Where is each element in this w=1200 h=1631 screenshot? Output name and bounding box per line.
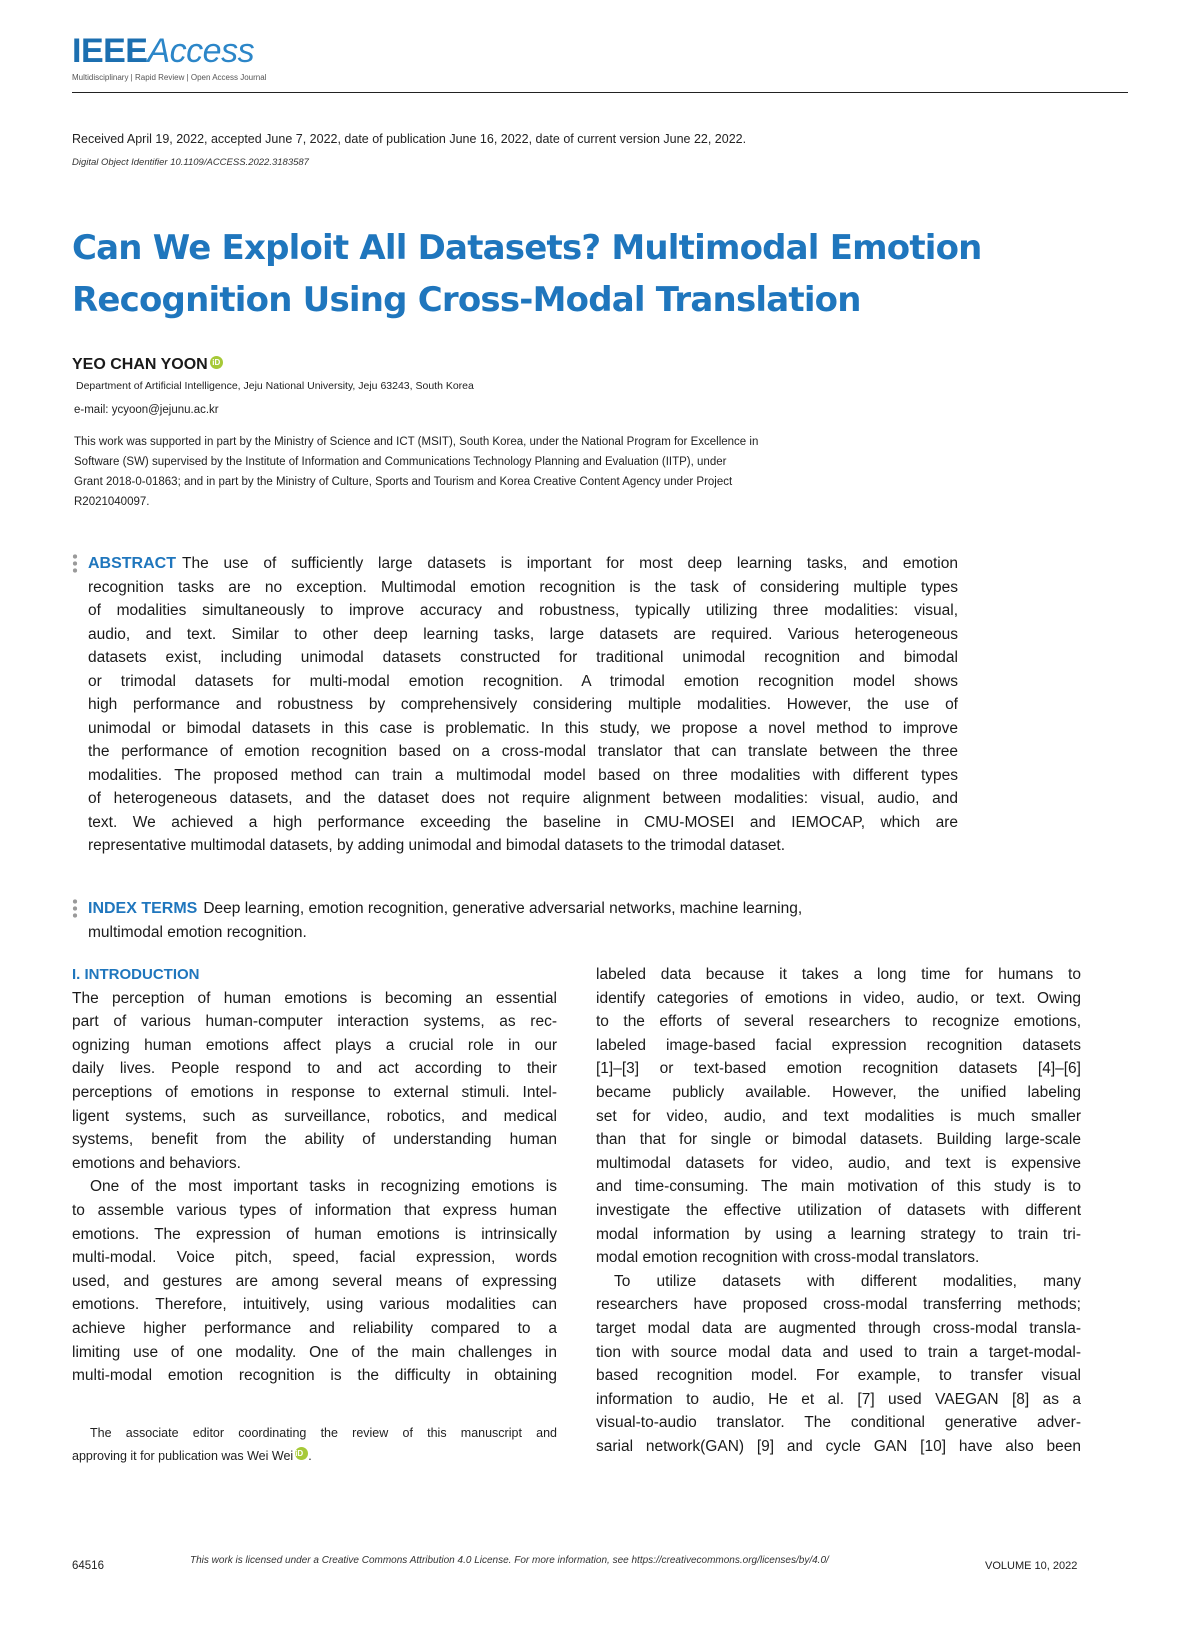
abstract-label: ABSTRACT bbox=[88, 555, 176, 572]
paragraph-line: multimodal datasets for video, audio, and text is expensive bbox=[596, 1154, 1081, 1172]
abstract-line: of heterogeneous datasets, and the dataset does not require alignment between modalities: visual, audio, and bbox=[88, 790, 958, 807]
paragraph-line: emotions. The expression of human emotions is intrinsically bbox=[72, 1225, 557, 1243]
journal-logo bbox=[72, 34, 254, 68]
editor-footnote bbox=[72, 1422, 557, 1468]
paragraph-line: used, and gestures are among several means of expressing bbox=[72, 1272, 557, 1290]
paragraph-line: labeled image-based facial expression recognition datasets bbox=[596, 1036, 1081, 1054]
paragraph-line: modal emotion recognition with cross-modal translators. bbox=[596, 1249, 980, 1267]
paragraph-line: modal information by using a learning strategy to train tri- bbox=[596, 1225, 1081, 1243]
paragraph-line: became publicly available. However, the unified labeling bbox=[596, 1083, 1081, 1101]
index-terms-marker-icon bbox=[72, 898, 78, 920]
paragraph-line: ognizing human emotions affect plays a crucial role in our bbox=[72, 1036, 557, 1054]
author-affiliation: Department of Artificial Intelligence, Jeju National University, Jeju 63243, South Korea bbox=[76, 380, 474, 392]
paragraph-line: and time-consuming. The main motivation of this study is to bbox=[596, 1178, 1081, 1196]
paragraph-line: daily lives. People respond to and act according to their bbox=[72, 1060, 557, 1078]
funding-line: This work was supported in part by the Ministry of Science and ICT (MSIT), South Korea, under the National Program for Excellence in bbox=[74, 436, 759, 448]
abstract bbox=[88, 552, 958, 858]
funding-line: R2021040097. bbox=[74, 496, 150, 508]
abstract-line: datasets exist, including unimodal datasets constructed for traditional unimodal recognition and bimodal bbox=[88, 649, 958, 666]
author-name-text: YEO CHAN YOON bbox=[72, 356, 208, 373]
paragraph-line: to assemble various types of information that express human bbox=[72, 1201, 557, 1219]
paragraph-line: researchers have proposed cross-modal transferring methods; bbox=[596, 1296, 1081, 1314]
abstract-line: text. We achieved a high performance exceeding the baseline in CMU-MOSEI and IEMOCAP, which are bbox=[88, 813, 958, 831]
header-rule bbox=[72, 92, 1128, 93]
paragraph-line: emotions. Therefore, intuitively, using various modalities can bbox=[72, 1296, 557, 1314]
abstract-line: representative multimodal datasets, by adding unimodal and bimodal datasets to the trimodal dataset. bbox=[88, 837, 786, 854]
abstract-line: high performance and robustness by comprehensively considering multiple modalities. However, the use of bbox=[88, 696, 958, 713]
paragraph-line: target modal data are augmented through cross-modal transla- bbox=[596, 1319, 1081, 1337]
author-email: e-mail: ycyoon@jejunu.ac.kr bbox=[74, 404, 219, 416]
paragraph-line: multi-modal emotion recognition is the difficulty in obtaining bbox=[72, 1367, 557, 1385]
index-terms-line: multimodal emotion recognition. bbox=[88, 923, 307, 941]
abstract-line: recognition tasks are no exception. Multimodal emotion recognition is the task of considering multiple types bbox=[88, 578, 958, 596]
footnote-line: The associate editor coordinating the review of this manuscript and bbox=[90, 1426, 557, 1440]
paragraph-line: than that for single or bimodal datasets. Building large-scale bbox=[596, 1131, 1081, 1149]
title-line: Recognition Using Cross-Modal Translation bbox=[72, 280, 861, 320]
index-terms bbox=[88, 897, 958, 944]
footnote-line: approving it for publication was Wei Wei iD . bbox=[72, 1449, 312, 1463]
doi: Digital Object Identifier 10.1109/ACCESS.2022.3183587 bbox=[72, 157, 309, 168]
paragraph-line: to the efforts of several researchers to recognize emotions, bbox=[596, 1013, 1081, 1031]
index-terms-label: INDEX TERMS bbox=[88, 900, 198, 917]
funding-line: Grant 2018-0-01863; and in part by the Ministry of Culture, Sports and Tourism and Korea Creative Content Agency under Project bbox=[74, 476, 733, 488]
paragraph-line: investigate the effective utilization of datasets with different bbox=[596, 1201, 1081, 1219]
paragraph-line: The perception of human emotions is becoming an essential bbox=[72, 989, 557, 1007]
abstract-line: modalities. The proposed method can train a multimodal model based on three modalities with different types bbox=[88, 766, 958, 784]
orcid-icon[interactable]: iD bbox=[295, 1447, 308, 1460]
page-number: 64516 bbox=[72, 1560, 104, 1572]
paragraph-line: limiting use of one modality. One of the main challenges in bbox=[72, 1343, 557, 1361]
title-line: Can We Exploit All Datasets? Multimodal Emotion bbox=[72, 228, 982, 268]
paragraph-line: set for video, audio, and text modalities is much smaller bbox=[596, 1107, 1081, 1125]
paragraph-line: tion with source modal data and used to train a target-modal- bbox=[596, 1343, 1081, 1361]
paragraph-line: One of the most important tasks in recognizing emotions is bbox=[90, 1178, 557, 1196]
paragraph-line: visual-to-audio translator. The conditional generative adver- bbox=[596, 1414, 1081, 1432]
paragraph-line: achieve higher performance and reliability compared to a bbox=[72, 1319, 557, 1337]
author-name bbox=[72, 356, 223, 374]
paragraph-line: identify categories of emotions in video, audio, or text. Owing bbox=[596, 989, 1081, 1007]
paragraph-line: emotions and behaviors. bbox=[72, 1154, 241, 1172]
publication-dates: Received April 19, 2022, accepted June 7, 2022, date of publication June 16, 2022, date of current version June 22, 2022. bbox=[72, 132, 747, 146]
paragraph-line: labeled data because it takes a long time for humans to bbox=[596, 966, 1081, 983]
paragraph-line: part of various human-computer interaction systems, as rec- bbox=[72, 1013, 557, 1031]
license-link[interactable]: This work is licensed under a Creative Commons Attribution 4.0 License. For more information, see https://creativecommons.org/licenses/by/4.0/ bbox=[190, 1555, 829, 1566]
orcid-icon[interactable]: iD bbox=[210, 356, 223, 369]
paragraph-line: sarial network(GAN) [9] and cycle GAN [10] have also been bbox=[596, 1437, 1081, 1455]
paragraph-line: To utilize datasets with different modalities, many bbox=[614, 1272, 1081, 1290]
abstract-line: or trimodal datasets for multi-modal emotion recognition. A trimodal emotion recognition model shows bbox=[88, 672, 958, 690]
paragraph-line: perceptions of emotions in response to external stimuli. Intel- bbox=[72, 1083, 557, 1101]
paragraph-line: multi-modal. Voice pitch, speed, facial expression, words bbox=[72, 1249, 557, 1267]
funding-line: Software (SW) supervised by the Institute of Information and Communications Technology Planning and Evaluation (IITP), under bbox=[74, 456, 727, 468]
funding-statement bbox=[74, 432, 954, 512]
paragraph-line: information to audio, He et al. [7] used VAEGAN [8] as a bbox=[596, 1390, 1081, 1408]
index-terms-line: INDEX TERMS Deep learning, emotion recognition, generative adversarial networks, machine learning, bbox=[88, 900, 803, 917]
abstract-line: ABSTRACT The use of sufficiently large datasets is important for most deep learning tasks, and emotion bbox=[88, 555, 958, 572]
abstract-line: audio, and text. Similar to other deep learning tasks, large datasets are required. Various heterogeneous bbox=[88, 625, 958, 643]
section-heading: I. INTRODUCTION bbox=[72, 966, 200, 983]
paragraph-line: systems, benefit from the ability of understanding human bbox=[72, 1131, 557, 1149]
paragraph-line: [1]–[3] or text-based emotion recognition datasets [4]–[6] bbox=[596, 1060, 1081, 1078]
journal-name-bold: IEEE bbox=[72, 32, 148, 70]
abstract-line: unimodal or bimodal datasets in this case is problematic. In this study, we propose a novel method to improve bbox=[88, 719, 958, 737]
journal-name-light: Access bbox=[147, 32, 255, 70]
paper-title bbox=[72, 222, 1072, 326]
volume-label: VOLUME 10, 2022 bbox=[985, 1560, 1078, 1572]
left-column bbox=[72, 963, 557, 1388]
abstract-line: the performance of emotion recognition based on a cross-modal translator that can translate between the three bbox=[88, 743, 958, 760]
abstract-line: of modalities simultaneously to improve accuracy and robustness, typically utilizing three modalities: visual, bbox=[88, 602, 958, 619]
paragraph-line: based recognition model. For example, to transfer visual bbox=[596, 1367, 1081, 1385]
abstract-marker-icon bbox=[72, 553, 78, 575]
paragraph-line: ligent systems, such as surveillance, robotics, and medical bbox=[72, 1107, 557, 1125]
journal-tagline: Multidisciplinary | Rapid Review | Open Access Journal bbox=[72, 73, 267, 82]
right-column bbox=[596, 963, 1081, 1458]
